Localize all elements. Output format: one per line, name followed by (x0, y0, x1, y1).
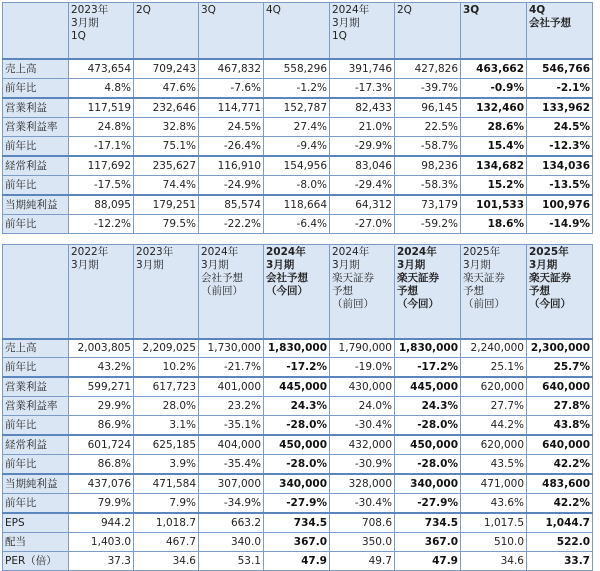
column-header-label: 2024年 3月期 楽天証券 予想 （前回） (332, 246, 374, 310)
table-cell: 1,830,000 (264, 339, 330, 358)
column-header (461, 3, 527, 60)
table-cell: -27.0% (330, 215, 395, 234)
table-cell: -35.4% (199, 455, 264, 475)
table-cell: 471,584 (134, 474, 199, 494)
table-cell: 328,000 (330, 474, 395, 494)
table-cell: 152,787 (264, 98, 330, 118)
table-cell: 24.3% (395, 397, 461, 416)
table-cell: -27.9% (264, 494, 330, 514)
table-cell: 522.0 (527, 533, 593, 552)
table-row (3, 156, 593, 176)
table-cell: 450,000 (395, 435, 461, 455)
table-cell: 450,000 (264, 435, 330, 455)
table-row (3, 397, 593, 416)
table-cell: 98,236 (395, 156, 461, 176)
column-header (527, 3, 593, 60)
table-cell: 427,826 (395, 59, 461, 79)
table-cell: 25.7% (527, 358, 593, 378)
table-cell: 96,145 (395, 98, 461, 118)
table-cell: -17.1% (69, 137, 134, 157)
table-cell: 75.1% (134, 137, 199, 157)
annual-forecast-table-wrapper (2, 244, 593, 571)
table-cell: 134,682 (461, 156, 527, 176)
table-cell: 74.4% (134, 176, 199, 196)
table-cell: 3.1% (134, 416, 199, 436)
row-label: 前年比 (3, 455, 69, 475)
table-cell: 24.3% (264, 397, 330, 416)
table-cell: 437,076 (69, 474, 134, 494)
table-cell: 3.9% (134, 455, 199, 475)
table-cell: -21.7% (199, 358, 264, 378)
table-cell: -7.6% (199, 79, 264, 99)
table-row (3, 377, 593, 397)
table-row (3, 474, 593, 494)
table-cell: 709,243 (134, 59, 199, 79)
table-cell: 22.5% (395, 118, 461, 137)
table-cell: 599,271 (69, 377, 134, 397)
table-cell: 32.8% (134, 118, 199, 137)
column-header-label: 4Q (266, 4, 281, 16)
table-cell: 10.2% (134, 358, 199, 378)
column-header-label: 2023年 3月期 1Q (71, 4, 109, 42)
row-label: 営業利益 (3, 98, 69, 118)
table-cell: 154,956 (264, 156, 330, 176)
table-row (3, 118, 593, 137)
table-cell: 28.0% (134, 397, 199, 416)
column-header (134, 3, 199, 60)
table-cell: 235,627 (134, 156, 199, 176)
column-header-label: 2024年 3月期 会社予想 （前回） (201, 246, 243, 297)
row-label: 売上高 (3, 339, 69, 358)
column-header-label: 2Q (397, 4, 412, 16)
table-cell: 86.9% (69, 416, 134, 436)
table-cell: 34.6 (461, 552, 527, 571)
table-cell: 483,600 (527, 474, 593, 494)
row-label: 営業利益 (3, 377, 69, 397)
table-row (3, 59, 593, 79)
table-cell: 340,000 (264, 474, 330, 494)
table-cell: 134,036 (527, 156, 593, 176)
table-row (3, 137, 593, 157)
table-row (3, 215, 593, 234)
column-header-label: 3Q (201, 4, 216, 16)
table-cell: 43.6% (461, 494, 527, 514)
table-cell: -1.2% (264, 79, 330, 99)
table-cell: -12.2% (69, 215, 134, 234)
table-cell: 1,044.7 (527, 513, 593, 533)
table-row (3, 79, 593, 99)
table-cell: 558,296 (264, 59, 330, 79)
header-corner-cell (3, 3, 69, 60)
table-cell: 23.2% (199, 397, 264, 416)
table-row (3, 494, 593, 514)
table-cell: 100,976 (527, 195, 593, 215)
table-cell: -19.0% (330, 358, 395, 378)
table-cell: -17.5% (69, 176, 134, 196)
table-cell: -8.0% (264, 176, 330, 196)
table-cell: 640,000 (527, 435, 593, 455)
table-cell: -12.3% (527, 137, 593, 157)
row-label: EPS (3, 513, 69, 533)
table-cell: 18.6% (461, 215, 527, 234)
table-row (3, 358, 593, 378)
table-cell: 86.8% (69, 455, 134, 475)
table-cell: 2,003,805 (69, 339, 134, 358)
table-cell: 47.9 (264, 552, 330, 571)
table-cell: -17.2% (264, 358, 330, 378)
table-cell: 64,312 (330, 195, 395, 215)
table-cell: 232,646 (134, 98, 199, 118)
table-cell: 27.8% (527, 397, 593, 416)
table-cell: 734.5 (395, 513, 461, 533)
table-cell: 467,832 (199, 59, 264, 79)
table-cell: 85,574 (199, 195, 264, 215)
table-cell: 132,460 (461, 98, 527, 118)
table-cell: 367.0 (264, 533, 330, 552)
row-label: PER（倍） (3, 552, 69, 571)
table-cell: 663.2 (199, 513, 264, 533)
row-label: 売上高 (3, 59, 69, 79)
column-header-label: 2023年 3月期 (136, 246, 174, 271)
row-label: 当期純利益 (3, 195, 69, 215)
table-row (3, 435, 593, 455)
table-cell: 27.7% (461, 397, 527, 416)
table-cell: 43.5% (461, 455, 527, 475)
table-row (3, 533, 593, 552)
table-cell: -39.7% (395, 79, 461, 99)
row-label: 営業利益率 (3, 118, 69, 137)
column-header (527, 245, 593, 340)
column-header-label: 2024年 3月期 会社予想 （今回） (266, 246, 308, 297)
table-cell: 47.9 (395, 552, 461, 571)
table-cell: 25.1% (461, 358, 527, 378)
row-label: 前年比 (3, 494, 69, 514)
table-cell: 24.5% (199, 118, 264, 137)
table-cell: 1,730,000 (199, 339, 264, 358)
table-cell: -17.2% (395, 358, 461, 378)
table-cell: -28.0% (395, 416, 461, 436)
row-label: 前年比 (3, 137, 69, 157)
row-label: 経常利益 (3, 156, 69, 176)
table-cell: 445,000 (395, 377, 461, 397)
column-header (461, 245, 527, 340)
column-header (69, 245, 134, 340)
row-label: 前年比 (3, 215, 69, 234)
column-header (264, 245, 330, 340)
table-cell: 117,692 (69, 156, 134, 176)
row-label: 配当 (3, 533, 69, 552)
table-row (3, 513, 593, 533)
table-cell: 42.2% (527, 494, 593, 514)
table-cell: 620,000 (461, 435, 527, 455)
table-cell: 118,664 (264, 195, 330, 215)
table-cell: 114,771 (199, 98, 264, 118)
table-row (3, 98, 593, 118)
table-cell: -6.4% (264, 215, 330, 234)
table-cell: 15.4% (461, 137, 527, 157)
table-cell: -27.9% (395, 494, 461, 514)
column-header-label: 2025年 3月期 楽天証券 予想 （前回） (463, 246, 505, 310)
header-row (3, 245, 593, 340)
header-row (3, 3, 593, 60)
table-cell: 617,723 (134, 377, 199, 397)
table-cell: 29.9% (69, 397, 134, 416)
table-cell: 7.9% (134, 494, 199, 514)
table-cell: 463,662 (461, 59, 527, 79)
annual-forecast-table (2, 244, 593, 571)
table-cell: 24.8% (69, 118, 134, 137)
table-row (3, 195, 593, 215)
table-row (3, 339, 593, 358)
table-cell: 1,403.0 (69, 533, 134, 552)
table-cell: 53.1 (199, 552, 264, 571)
header-corner-cell (3, 245, 69, 340)
table-cell: -9.4% (264, 137, 330, 157)
column-header-label: 3Q (463, 4, 480, 16)
table-cell: 1,790,000 (330, 339, 395, 358)
column-header-label: 4Q 会社予想 (529, 4, 571, 29)
table-cell: 2,300,000 (527, 339, 593, 358)
column-header (69, 3, 134, 60)
quarterly-results-table (2, 2, 593, 234)
table-cell: 34.6 (134, 552, 199, 571)
table-cell: -22.2% (199, 215, 264, 234)
column-header-label: 2022年 3月期 (71, 246, 109, 271)
row-label: 前年比 (3, 176, 69, 196)
table-cell: 432,000 (330, 435, 395, 455)
table-cell: 73,179 (395, 195, 461, 215)
table-cell: 43.2% (69, 358, 134, 378)
table-cell: 42.2% (527, 455, 593, 475)
table-cell: 445,000 (264, 377, 330, 397)
table-row (3, 416, 593, 436)
table-cell: 734.5 (264, 513, 330, 533)
table-cell: 79.5% (134, 215, 199, 234)
table-cell: 467.7 (134, 533, 199, 552)
table-cell: 620,000 (461, 377, 527, 397)
column-header (199, 3, 264, 60)
table-cell: 367.0 (395, 533, 461, 552)
row-label: 当期純利益 (3, 474, 69, 494)
table-cell: -35.1% (199, 416, 264, 436)
table-cell: 307,000 (199, 474, 264, 494)
table-cell: -29.9% (330, 137, 395, 157)
table-cell: 21.0% (330, 118, 395, 137)
table-cell: 2,240,000 (461, 339, 527, 358)
table-cell: -2.1% (527, 79, 593, 99)
column-header (395, 245, 461, 340)
table-cell: -28.0% (395, 455, 461, 475)
row-label: 前年比 (3, 416, 69, 436)
table-cell: 79.9% (69, 494, 134, 514)
table-cell: 43.8% (527, 416, 593, 436)
quarterly-results-table-wrapper (2, 2, 593, 234)
table-cell: -28.0% (264, 416, 330, 436)
table-cell: 24.5% (527, 118, 593, 137)
table-cell: 116,910 (199, 156, 264, 176)
table-cell: 88,095 (69, 195, 134, 215)
row-label: 前年比 (3, 79, 69, 99)
table-cell: -59.2% (395, 215, 461, 234)
table-row (3, 455, 593, 475)
table-cell: -26.4% (199, 137, 264, 157)
table-cell: -30.9% (330, 455, 395, 475)
table-cell: -24.9% (199, 176, 264, 196)
table-cell: 1,017.5 (461, 513, 527, 533)
table-cell: -14.9% (527, 215, 593, 234)
table-cell: 473,654 (69, 59, 134, 79)
column-header (330, 3, 395, 60)
table-cell: 28.6% (461, 118, 527, 137)
table-cell: 708.6 (330, 513, 395, 533)
column-header-label: 2024年 3月期 1Q (332, 4, 370, 42)
table-cell: 404,000 (199, 435, 264, 455)
table-cell: 4.8% (69, 79, 134, 99)
table-cell: 340.0 (199, 533, 264, 552)
table-cell: 133,962 (527, 98, 593, 118)
column-header-label: 2024年 3月期 楽天証券 予想 （今回） (397, 246, 439, 310)
table-cell: 1,830,000 (395, 339, 461, 358)
table-cell: -30.4% (330, 416, 395, 436)
table-cell: 27.4% (264, 118, 330, 137)
table-cell: 82,433 (330, 98, 395, 118)
table-cell: 640,000 (527, 377, 593, 397)
table-row (3, 176, 593, 196)
table-row (3, 552, 593, 571)
table-cell: 33.7 (527, 552, 593, 571)
table-cell: 101,533 (461, 195, 527, 215)
table-cell: 2,209,025 (134, 339, 199, 358)
table-cell: 510.0 (461, 533, 527, 552)
table-cell: 15.2% (461, 176, 527, 196)
table-cell: 47.6% (134, 79, 199, 99)
column-header (395, 3, 461, 60)
table-cell: 401,000 (199, 377, 264, 397)
table-cell: 24.0% (330, 397, 395, 416)
table-cell: 471,000 (461, 474, 527, 494)
row-label: 経常利益 (3, 435, 69, 455)
table-cell: 430,000 (330, 377, 395, 397)
row-label: 営業利益率 (3, 397, 69, 416)
table-cell: -30.4% (330, 494, 395, 514)
table-cell: -28.0% (264, 455, 330, 475)
table-cell: 391,746 (330, 59, 395, 79)
table-cell: 179,251 (134, 195, 199, 215)
table-cell: 944.2 (69, 513, 134, 533)
column-header-label: 2Q (136, 4, 151, 16)
column-header (199, 245, 264, 340)
table-cell: 625,185 (134, 435, 199, 455)
table-cell: 340,000 (395, 474, 461, 494)
column-header (134, 245, 199, 340)
table-cell: -29.4% (330, 176, 395, 196)
table-cell: 117,519 (69, 98, 134, 118)
column-header (330, 245, 395, 340)
column-header (264, 3, 330, 60)
row-label: 前年比 (3, 358, 69, 378)
table-cell: 1,018.7 (134, 513, 199, 533)
table-cell: -58.7% (395, 137, 461, 157)
table-cell: 601,724 (69, 435, 134, 455)
table-cell: -34.9% (199, 494, 264, 514)
column-header-label: 2025年 3月期 楽天証券 予想 （今回） (529, 246, 571, 310)
table-cell: 44.2% (461, 416, 527, 436)
table-cell: -13.5% (527, 176, 593, 196)
table-cell: -0.9% (461, 79, 527, 99)
table-cell: 49.7 (330, 552, 395, 571)
table-cell: 546,766 (527, 59, 593, 79)
table-cell: 37.3 (69, 552, 134, 571)
table-cell: -17.3% (330, 79, 395, 99)
table-cell: -58.3% (395, 176, 461, 196)
table-cell: 83,046 (330, 156, 395, 176)
table-cell: 350.0 (330, 533, 395, 552)
